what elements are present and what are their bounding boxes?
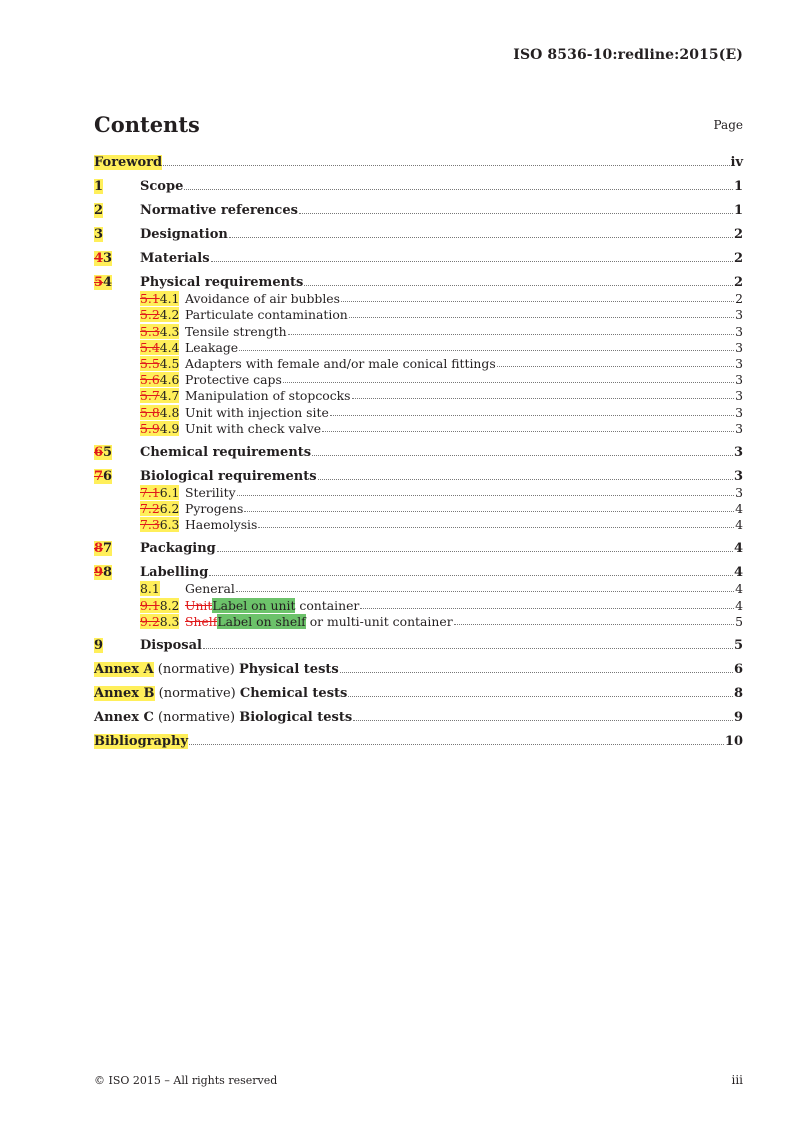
deleted-number: 9.1 (140, 597, 160, 613)
toc-entry-labelling[interactable] (94, 564, 743, 580)
toc-entry-label: Physical tests (238, 661, 339, 677)
toc-entry-label: Labelling (140, 565, 209, 581)
section-number: 2 (94, 203, 104, 218)
contents-title: Contents (94, 112, 200, 137)
leader-dots (330, 414, 734, 416)
leader-dots (304, 284, 733, 286)
deleted-number: 5 (94, 275, 104, 290)
toc-entry-manipulation-stopcocks[interactable] (94, 387, 743, 403)
toc-entry-disposal[interactable] (94, 637, 743, 653)
toc-entry-annex-c[interactable] (94, 709, 743, 725)
toc-entry-avoidance-air-bubbles[interactable] (94, 290, 743, 306)
deleted-number: 5.9 (140, 420, 160, 436)
deleted-number: 5.6 (140, 372, 160, 388)
toc-entry-label: Foreword (94, 155, 163, 170)
deleted-number: 5.4 (140, 339, 160, 355)
toc-entry-annex-b[interactable] (94, 685, 743, 701)
toc-entry-scope[interactable] (94, 178, 743, 194)
deleted-number: 5.5 (140, 355, 160, 371)
deleted-number: 8 (94, 541, 104, 557)
toc-page-number: iv (730, 155, 743, 170)
leader-dots (454, 623, 734, 625)
toc-page-number: 10 (724, 733, 743, 749)
leader-dots (341, 300, 734, 302)
leader-dots (349, 316, 734, 318)
toc-entry-sterility[interactable] (94, 484, 743, 500)
deleted-number: 5.7 (140, 388, 160, 404)
toc-entry-physical-requirements[interactable] (94, 274, 743, 290)
toc-page-number: 3 (735, 307, 743, 323)
toc-entry-pyrogens[interactable] (94, 500, 743, 516)
table-of-contents (94, 154, 743, 749)
leader-dots (209, 574, 733, 576)
toc-entry-label: Unit with check valve (185, 420, 322, 436)
toc-page-number: 4 (733, 541, 743, 557)
leader-dots (299, 212, 733, 214)
toc-entry-tensile-strength[interactable] (94, 322, 743, 338)
toc-entry-label: Manipulation of stopcocks (185, 388, 351, 404)
deleted-number: 5.1 (140, 291, 160, 307)
deleted-number: 7.3 (140, 517, 160, 533)
toc-entry-label: Pyrogens (185, 501, 244, 517)
toc-entry-label: Unit with injection site (185, 404, 329, 420)
toc-page-number: 3 (735, 404, 743, 420)
section-number: 7 (103, 541, 113, 557)
leader-dots (283, 381, 734, 383)
deleted-number: 9.2 (140, 613, 160, 629)
leader-dots (497, 365, 734, 367)
section-number: 9 (94, 637, 104, 653)
deleted-number: 9 (94, 565, 104, 581)
leader-dots (239, 349, 734, 351)
page-column-label: Page (713, 118, 743, 132)
toc-entry-label: container (295, 597, 360, 613)
toc-page-number: 5 (735, 613, 743, 629)
section-number: 4.6 (159, 372, 180, 388)
toc-entry-label: Adapters with female and/or male conical fittings (185, 355, 496, 371)
leader-dots (236, 590, 734, 592)
toc-page-number: 3 (735, 420, 743, 436)
toc-entry-label: Biological requirements (140, 468, 317, 484)
section-number: 6 (103, 468, 113, 484)
leader-dots (322, 430, 734, 432)
toc-entry-particulate-contamination[interactable] (94, 306, 743, 322)
leader-dots (229, 236, 733, 238)
toc-page-number: 3 (735, 339, 743, 355)
inserted-text: Label on unit (212, 597, 296, 613)
section-number: 4.3 (159, 323, 180, 339)
section-number: 3 (94, 227, 104, 242)
section-number: 6.2 (159, 501, 180, 517)
toc-page-number: 3 (735, 388, 743, 404)
annex-label: Annex C (94, 709, 154, 725)
leader-dots (184, 188, 733, 190)
toc-entry-label: Materials (140, 251, 210, 266)
section-number: 5 (103, 444, 113, 460)
leader-dots (348, 695, 733, 697)
leader-dots (217, 550, 733, 552)
toc-page-number: 4 (735, 501, 743, 517)
toc-entry-label: Protective caps (185, 372, 282, 388)
section-number: 4 (103, 275, 113, 290)
toc-entry-foreword[interactable] (94, 154, 743, 170)
toc-entry-chemical-requirements[interactable] (94, 444, 743, 460)
section-number: 4.1 (159, 291, 180, 307)
toc-entry-check-valve[interactable] (94, 420, 743, 436)
annex-label: Annex B (94, 685, 155, 701)
toc-entry-label: Chemical tests (239, 685, 348, 701)
toc-entry-annex-a[interactable] (94, 661, 743, 677)
toc-page-number: 3 (735, 372, 743, 388)
section-number: 4.4 (159, 339, 180, 355)
toc-page-number: 2 (735, 291, 743, 307)
toc-entry-label: Chemical requirements (140, 444, 312, 460)
toc-page-number: 1 (733, 179, 743, 194)
toc-entry-label: Haemolysis (185, 517, 258, 533)
annex-label: Annex A (94, 661, 154, 677)
toc-page-number: 9 (733, 709, 743, 725)
toc-page-number: 2 (733, 227, 743, 242)
toc-entry-general[interactable] (94, 580, 743, 596)
toc-entry-normative-references[interactable] (94, 202, 743, 218)
toc-page-number: 3 (735, 484, 743, 500)
toc-entry-label: Packaging (140, 541, 216, 557)
section-number: 8.1 (140, 581, 160, 597)
toc-entry-label: Sterility (185, 484, 236, 500)
leader-dots (163, 164, 729, 166)
leader-dots (288, 333, 734, 335)
toc-page-number: 5 (733, 637, 743, 653)
page-number: iii (731, 1073, 743, 1087)
deleted-text: Unit (185, 597, 213, 613)
deleted-number: 6 (94, 444, 104, 460)
leader-dots (340, 671, 733, 673)
toc-entry-designation[interactable] (94, 226, 743, 242)
toc-entry-label: Biological tests (239, 709, 353, 725)
toc-entry-biological-requirements[interactable] (94, 468, 743, 484)
toc-entry-packaging[interactable] (94, 540, 743, 556)
section-number: 4.5 (159, 355, 180, 371)
toc-entry-materials[interactable] (94, 250, 743, 266)
section-number: 4.2 (159, 307, 180, 323)
leader-dots (352, 397, 734, 399)
toc-entry-label: Designation (140, 227, 228, 242)
toc-page-number: 2 (733, 275, 743, 290)
toc-entry-label-on-unit-container[interactable] (94, 596, 743, 612)
toc-entry-protective-caps[interactable] (94, 371, 743, 387)
leader-dots (312, 454, 733, 456)
annex-type: (normative) (153, 709, 240, 725)
toc-page-number: 8 (733, 685, 743, 701)
leader-dots (318, 478, 733, 480)
deleted-number: 5.2 (140, 307, 160, 323)
toc-page-number: 4 (735, 517, 743, 533)
toc-entry-adapters-conical-fittings[interactable] (94, 355, 743, 371)
toc-entry-label: Avoidance of air bubbles (185, 291, 341, 307)
toc-entry-label: Disposal (140, 637, 202, 653)
section-number: 6.3 (159, 517, 180, 533)
toc-page-number: 6 (733, 661, 743, 677)
toc-page-number: 3 (733, 468, 743, 484)
document-id: ISO 8536-10:redline:2015(E) (513, 47, 743, 63)
toc-entry-label: Bibliography (94, 733, 189, 749)
deleted-number: 7.2 (140, 501, 160, 517)
toc-page-number: 4 (735, 597, 743, 613)
toc-entry-haemolysis[interactable] (94, 516, 743, 532)
leader-dots (244, 510, 734, 512)
toc-entry-label: Tensile strength (185, 323, 287, 339)
annex-type: (normative) (154, 685, 240, 701)
deleted-text: Shelf (185, 613, 218, 629)
toc-page-number: 1 (733, 203, 743, 218)
deleted-number: 5.3 (140, 323, 160, 339)
section-number: 1 (94, 179, 104, 194)
toc-page-number: 3 (735, 355, 743, 371)
toc-page-number: 2 (733, 251, 743, 266)
toc-entry-label: Physical requirements (140, 275, 304, 290)
leader-dots (360, 607, 734, 609)
toc-page-number: 3 (735, 323, 743, 339)
inserted-text: Label on shelf (217, 613, 306, 629)
section-number: 4.9 (159, 420, 180, 436)
copyright-notice: © ISO 2015 – All rights reserved (94, 1074, 278, 1087)
leader-dots (237, 494, 734, 496)
annex-type: (normative) (153, 661, 239, 677)
leader-dots (211, 260, 733, 262)
toc-entry-injection-site[interactable] (94, 403, 743, 419)
section-number: 3 (103, 251, 113, 266)
section-number: 6.1 (159, 484, 180, 500)
toc-page-number: 4 (733, 565, 743, 581)
toc-entry-label: or multi-unit container (305, 613, 453, 629)
toc-entry-label: Normative references (140, 203, 298, 218)
toc-entry-label: Leakage (185, 339, 239, 355)
section-number: 8.3 (159, 613, 180, 629)
toc-page-number: 3 (733, 444, 743, 460)
deleted-number: 4 (94, 251, 104, 266)
leader-dots (203, 647, 733, 649)
toc-page-number: 4 (735, 581, 743, 597)
toc-entry-leakage[interactable] (94, 339, 743, 355)
toc-entry-label-on-shelf-container[interactable] (94, 613, 743, 629)
leader-dots (189, 743, 724, 745)
toc-entry-label: General (185, 581, 235, 597)
toc-entry-label: Particulate contamination (185, 307, 348, 323)
toc-entry-label: Scope (140, 179, 184, 194)
deleted-number: 7.1 (140, 484, 160, 500)
leader-dots (258, 526, 734, 528)
toc-entry-bibliography[interactable] (94, 733, 743, 749)
section-number: 4.7 (159, 388, 180, 404)
deleted-number: 5.8 (140, 404, 160, 420)
deleted-number: 7 (94, 468, 104, 484)
leader-dots (353, 719, 733, 721)
section-number: 8 (103, 565, 113, 581)
section-number: 8.2 (159, 597, 180, 613)
section-number: 4.8 (159, 404, 180, 420)
